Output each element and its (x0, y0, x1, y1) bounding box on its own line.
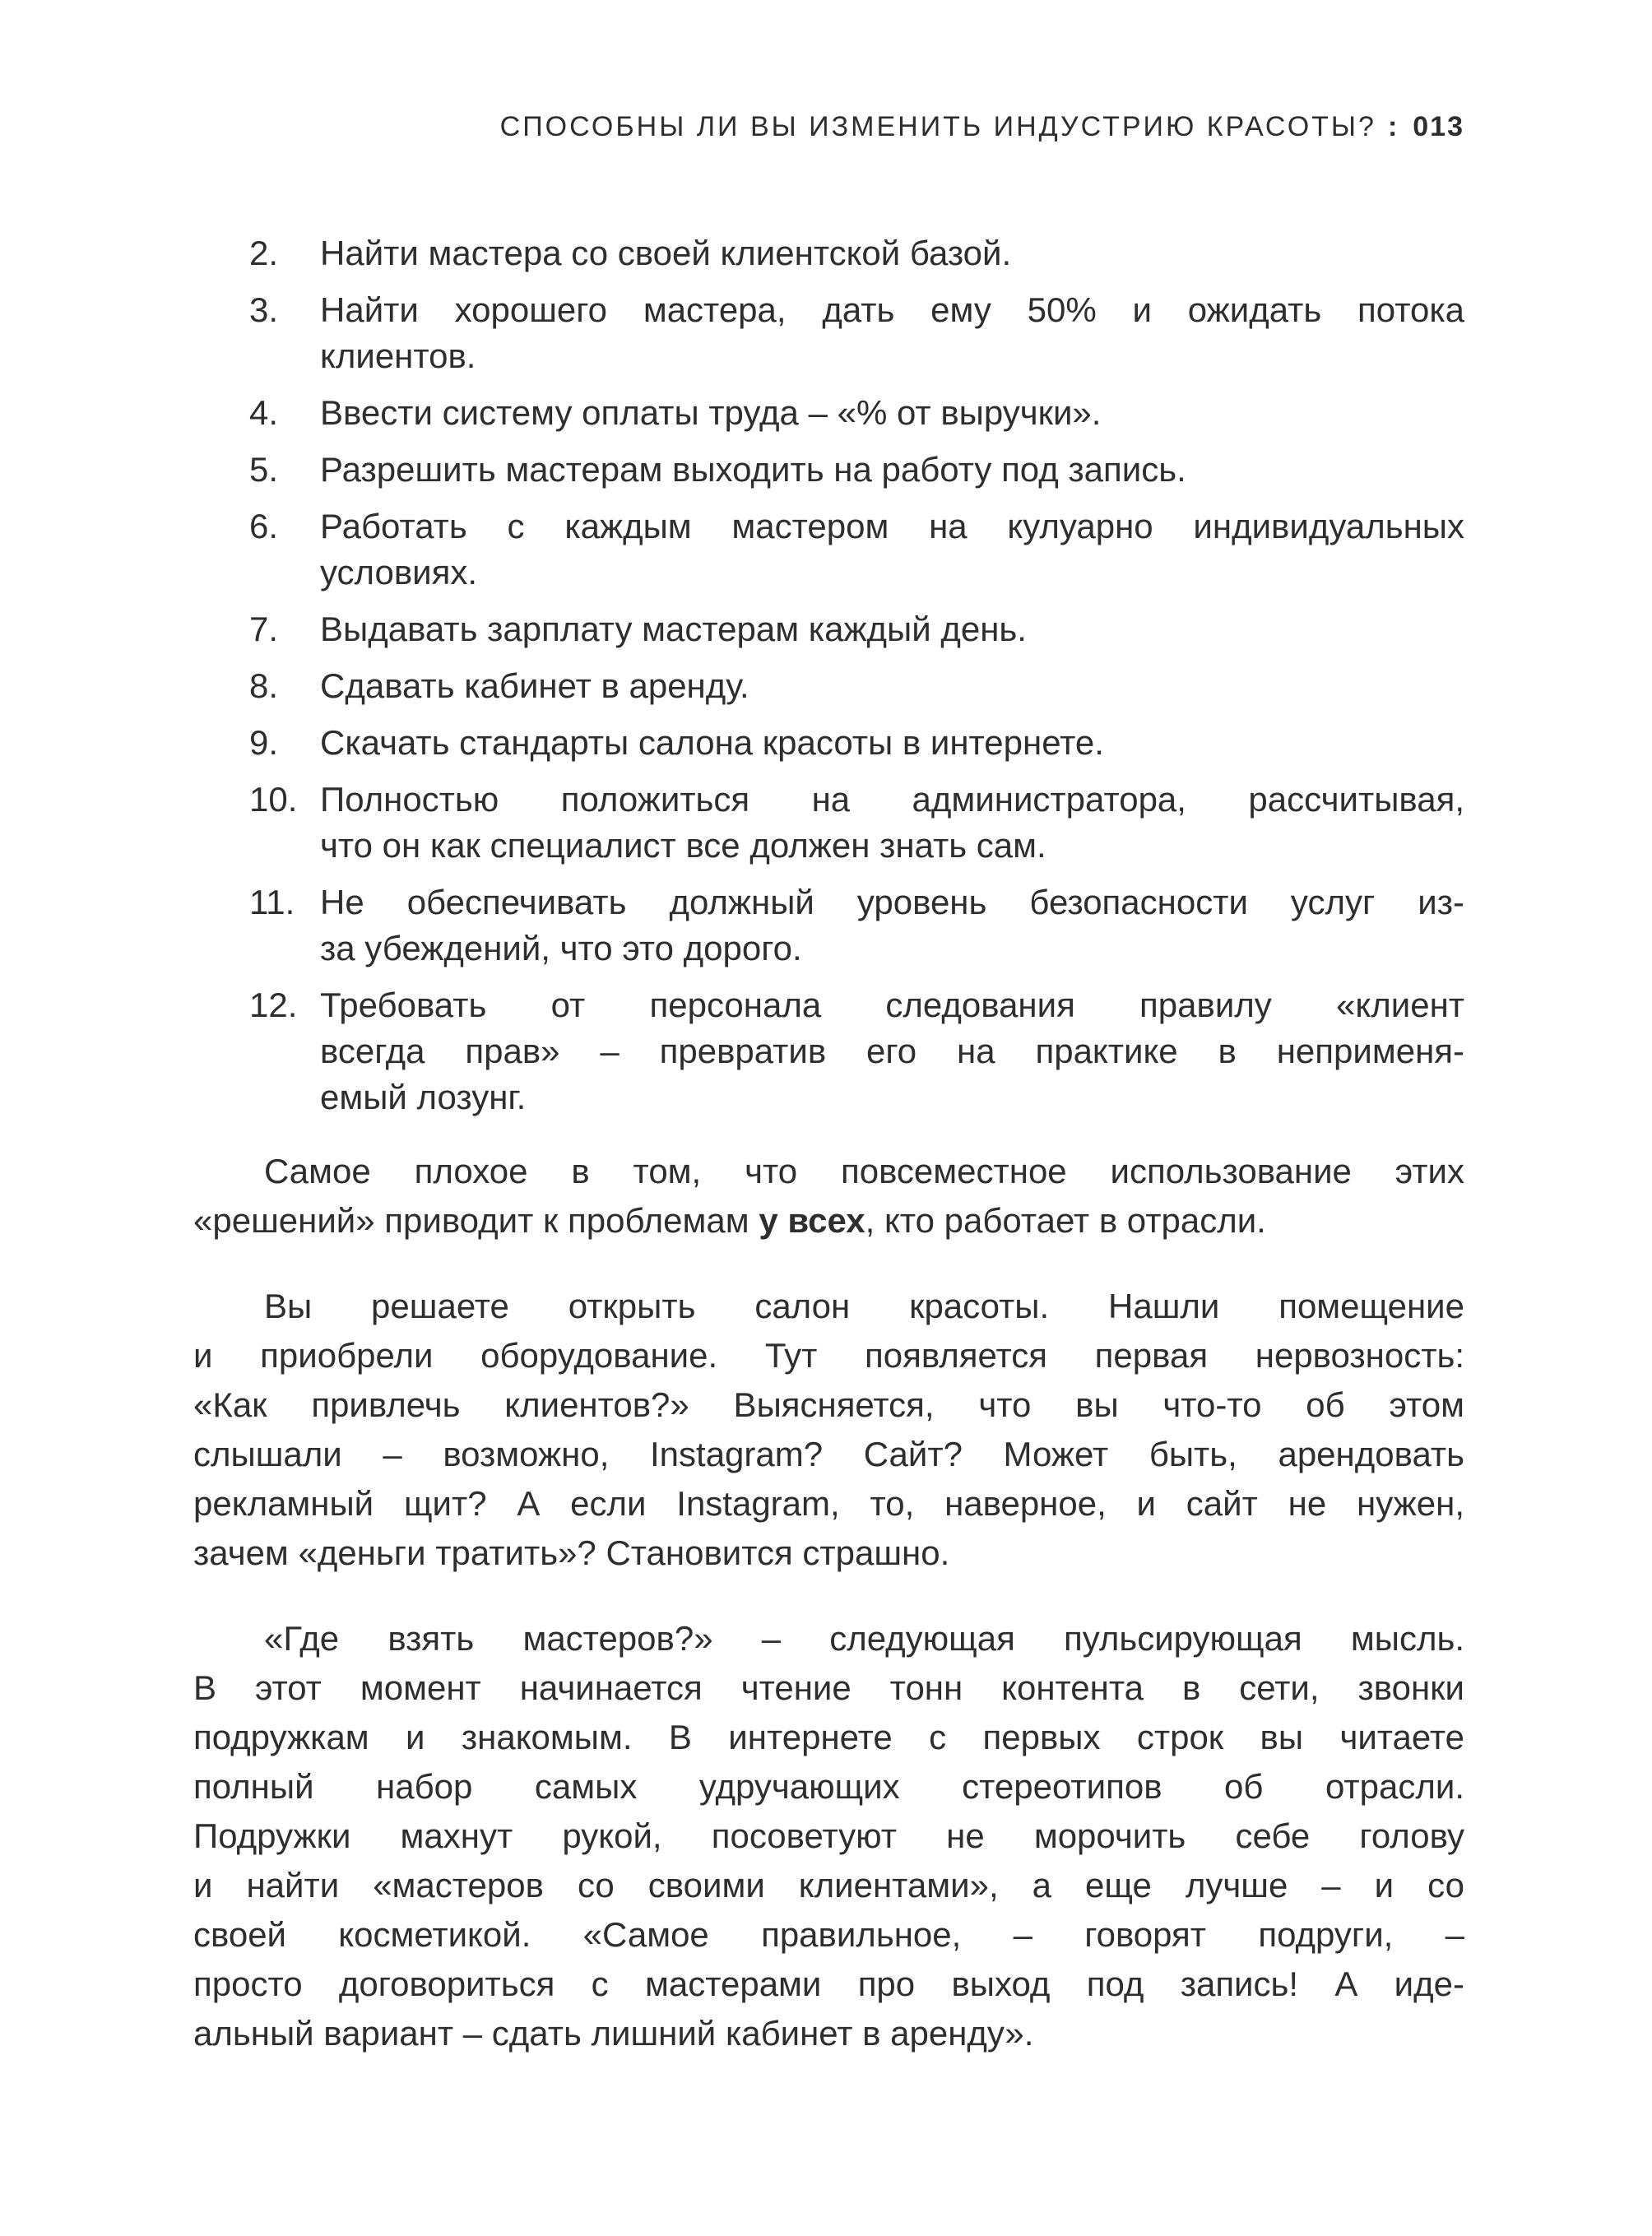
paragraph-line (193, 1331, 1464, 1380)
list-item-number: 3. (249, 290, 279, 329)
list-item-line: Требовать от персонала следования правилу «клиент (320, 986, 1464, 1024)
list-item-number: 11. (249, 883, 295, 921)
paragraph-line (193, 1663, 1464, 1713)
list-item (193, 287, 1464, 379)
paragraph-line (193, 1614, 1464, 1663)
paragraph-line (193, 1861, 1464, 1910)
header-separator: : (1387, 111, 1400, 142)
text-run: В этот момент начинается чтение тонн контента в сети, звонки (193, 1668, 1464, 1707)
list-item-text (320, 879, 1464, 972)
paragraph (193, 1147, 1464, 1246)
list-item-text (320, 663, 1464, 709)
list-item (193, 663, 1464, 709)
text-run: своей косметикой. «Самое правильное, – говорят подруги, – (193, 1915, 1464, 1954)
text-run: альный вариант – сдать лишний кабинет в аренду». (193, 2014, 1034, 2053)
list-item-number: 12. (249, 986, 298, 1024)
list-item (193, 879, 1464, 972)
list-item-line: Не обеспечивать должный уровень безопасности услуг из- (320, 883, 1464, 921)
list-item-number: 4. (249, 393, 279, 432)
list-item-line: Разрешить мастерам выходить на работу под запись. (320, 450, 1186, 489)
paragraph (193, 1614, 1464, 2058)
list-item-line: что он как специалист все должен знать сам. (320, 826, 1046, 865)
list-item-line: Сдавать кабинет в аренду. (320, 666, 749, 705)
text-run: полный набор самых удручающих стереотипов об отрасли. (193, 1767, 1464, 1806)
text-run: , кто работает в отрасли. (865, 1201, 1266, 1240)
paragraph-line (193, 1479, 1464, 1529)
list-item-number: 5. (249, 450, 279, 489)
page-number: 013 (1413, 111, 1464, 142)
list-item-text (320, 230, 1464, 276)
paragraph-line (193, 1960, 1464, 2009)
list-item-number: 6. (249, 507, 279, 545)
text-run: рекламный щит? А если Instagram, то, наверное, и сайт не нужен, (193, 1484, 1464, 1523)
text-run: Подружки махнут рукой, посоветуют не морочить себе голову (193, 1816, 1464, 1855)
text-run: «Как привлечь клиентов?» Выясняется, что вы что-то об этом (193, 1385, 1464, 1424)
list-item-line: Работать с каждым мастером на кулуарно индивидуальных (320, 507, 1464, 545)
list-item-line: Найти мастера со своей клиентской базой. (320, 234, 1012, 272)
list-item-text (320, 720, 1464, 766)
paragraph-line (193, 1529, 1464, 1578)
list-item-line: условиях. (320, 553, 478, 591)
paragraph-line (193, 1196, 1464, 1246)
list-item (193, 982, 1464, 1120)
list-item-line: всегда прав» – превратив его на практике в неприменя- (320, 1032, 1464, 1070)
paragraph-line (193, 2009, 1464, 2058)
text-run: Вы решаете открыть салон красоты. Нашли помещение (264, 1287, 1464, 1325)
list-item (193, 503, 1464, 596)
list-item (193, 447, 1464, 493)
list-item (193, 390, 1464, 436)
list-item-line: за убеждений, что это дорого. (320, 929, 802, 967)
paragraph-line (193, 1762, 1464, 1812)
paragraph (193, 1282, 1464, 1578)
list-item-number: 10. (249, 780, 298, 819)
bold-text: у всех (759, 1201, 865, 1240)
running-header (193, 110, 1464, 143)
paragraph-line (193, 1430, 1464, 1479)
paragraph-line (193, 1380, 1464, 1430)
body-paragraphs (193, 1147, 1464, 2095)
text-run: «решений» приводит к проблемам (193, 1201, 759, 1240)
list-item-line: Найти хорошего мастера, дать ему 50% и ожидать потока (320, 290, 1464, 329)
list-item-number: 9. (249, 723, 279, 762)
paragraph-line (193, 1713, 1464, 1762)
list-item-line: Скачать стандарты салона красоты в интернете. (320, 723, 1104, 762)
list-item-text (320, 390, 1464, 436)
paragraph-line (193, 1147, 1464, 1196)
text-run: зачем «деньги тратить»? Становится страшно. (193, 1533, 950, 1572)
list-item-text (320, 606, 1464, 652)
text-run: просто договориться с мастерами про выход под запись! А иде- (193, 1965, 1464, 2003)
chapter-title: СПОСОБНЫ ЛИ ВЫ ИЗМЕНИТЬ ИНДУСТРИЮ КРАСОТЫ? (499, 111, 1376, 142)
list-item-number: 8. (249, 666, 279, 705)
paragraph-line (193, 1910, 1464, 1960)
list-item (193, 606, 1464, 652)
paragraph-line (193, 1282, 1464, 1331)
numbered-list (193, 230, 1464, 1131)
list-item-text (320, 777, 1464, 869)
list-item-line: Ввести систему оплаты труда – «% от выручки». (320, 393, 1102, 432)
list-item-text (320, 287, 1464, 379)
list-item-line: Полностью положиться на администратора, рассчитывая, (320, 780, 1464, 819)
list-item-text (320, 447, 1464, 493)
text-run: «Где взять мастеров?» – следующая пульсирующая мысль. (264, 1619, 1464, 1658)
text-run: слышали – возможно, Instagram? Сайт? Может быть, арендовать (193, 1435, 1464, 1473)
list-item-number: 7. (249, 610, 279, 648)
list-item (193, 230, 1464, 276)
list-item-line: Выдавать зарплату мастерам каждый день. (320, 610, 1027, 648)
list-item-line: клиентов. (320, 336, 476, 375)
list-item-text (320, 503, 1464, 596)
text-run: и найти «мастеров со своими клиентами», а еще лучше – и со (193, 1866, 1464, 1904)
text-run: Самое плохое в том, что повсеместное использование этих (264, 1152, 1464, 1190)
paragraph-line (193, 1812, 1464, 1861)
list-item (193, 720, 1464, 766)
list-item (193, 777, 1464, 869)
list-item-number: 2. (249, 234, 279, 272)
list-item-text (320, 982, 1464, 1120)
text-run: и приобрели оборудование. Тут появляется первая нервозность: (193, 1336, 1464, 1375)
list-item-line: емый лозунг. (320, 1078, 527, 1116)
text-run: подружкам и знакомым. В интернете с первых строк вы читаете (193, 1718, 1464, 1756)
